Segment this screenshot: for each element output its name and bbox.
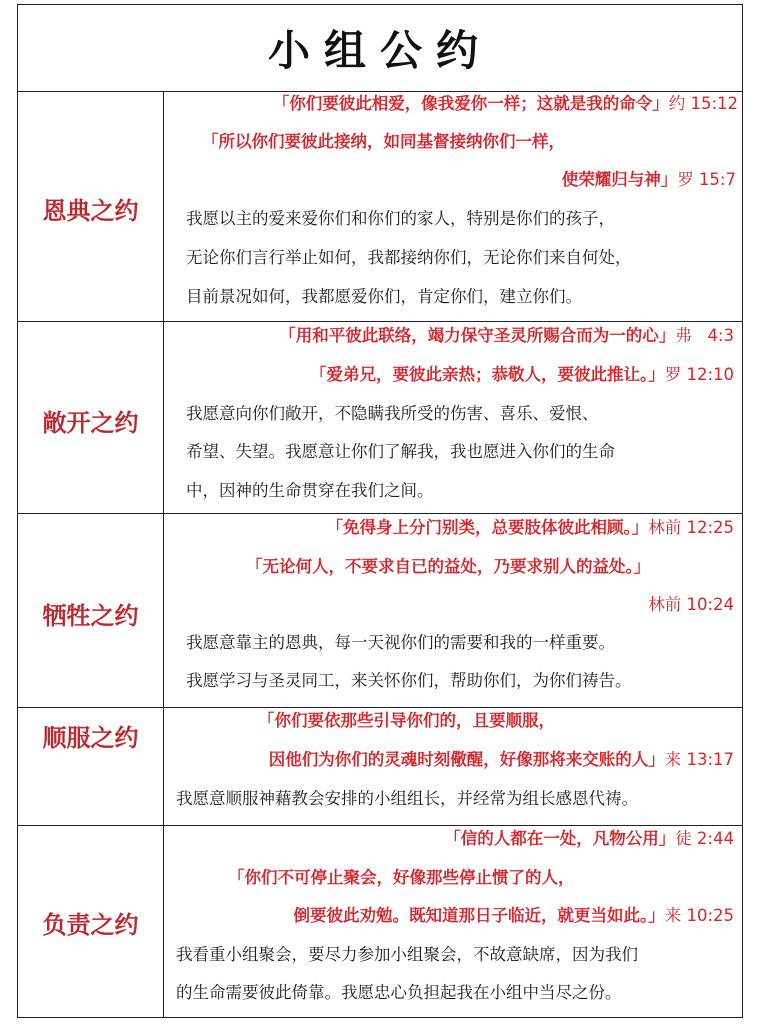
pledge-line: 我愿意顺服神藉教会安排的小组组长，并经常为组长感恩代祷。 [176,789,638,808]
section-name-grace: 恩典之约 [42,197,139,225]
pledge-line: 我愿学习与圣灵同工，来关怀你们，帮助你们，为你们祷告。 [186,671,632,690]
verse-line: 「你们要彼此相爱，像我爱你一样；这就是我的命令」约 15:12 [272,94,738,113]
pledge-line: 希望、失望。我愿意让你们了解我，我也愿进入你们的生命 [186,442,615,461]
verse-line: 「免得身上分门别类，总要肢体彼此相顾。」林前 12:25 [326,518,734,537]
verse-line: 「信的人都在一处，凡物公用」徒 2:44 [444,829,734,848]
verse-line: 「所以你们要彼此接纳，如同基督接纳你们一样， [202,132,565,151]
column-divider [163,91,164,1017]
pledge-line: 我愿意向你们敞开，不隐瞒我所受的伤害、喜乐、爱恨、 [186,404,599,423]
verse-line: 「你们不可停止聚会，好像那些停止惯了的人， [228,868,575,887]
pledge-line: 无论你们言行举止如何，我都接纳你们，无论你们来自何处， [186,248,632,267]
section-name-submission: 顺服之约 [42,724,139,752]
row-divider [18,707,742,708]
verse-line: 使荣耀归与神」罗 15:7 [561,170,736,189]
verse-line: 因他们为你们的灵魂时刻儆醒，好像那将来交账的人」来 13:17 [268,750,734,769]
pledge-line: 的生命需要彼此倚靠。我愿忠心负担起我在小组中当尽之份。 [176,983,622,1002]
pledge-line: 目前景况如何，我都愿爱你们，肯定你们，建立你们。 [186,287,582,306]
verse-line: 「无论何人，不要求自已的益处，乃要求别人的益处。」 [246,557,651,576]
section-name-sacrifice: 牺牲之约 [42,602,139,630]
verse-line: 「你们要依那些引导你们的，且要顺服， [258,711,555,730]
pledge-line: 我看重小组聚会，要尽力参加小组聚会，不故意缺席，因为我们 [176,945,638,964]
verse-line: 倒要彼此劝勉。既知道那日子临近，就更当如此。」来 10:25 [293,906,734,925]
pledge-line: 中，因神的生命贯穿在我们之间。 [186,481,434,500]
verse-line: 「用和平彼此联络，竭力保守圣灵所赐合而为一的心」弗 4:3 [279,326,734,345]
covenant-table [17,4,743,1018]
verse-line: 林前 10:24 [648,595,734,614]
pledge-line: 我愿意靠主的恩典，每一天视你们的需要和我的一样重要。 [186,633,615,652]
page-title: 小组公约 [267,26,492,75]
pledge-line: 我愿以主的爱来爱你们和你们的家人，特别是你们的孩子， [186,209,615,228]
verse-line: 「爱弟兄，要彼此亲热；恭敬人，要彼此推让。」罗 12:10 [309,365,734,384]
row-divider [18,321,742,322]
title-row [18,5,742,92]
row-divider [18,513,742,514]
row-divider [18,825,742,826]
section-name-responsibility: 负责之约 [42,911,139,939]
section-name-openness: 敞开之约 [42,409,139,437]
